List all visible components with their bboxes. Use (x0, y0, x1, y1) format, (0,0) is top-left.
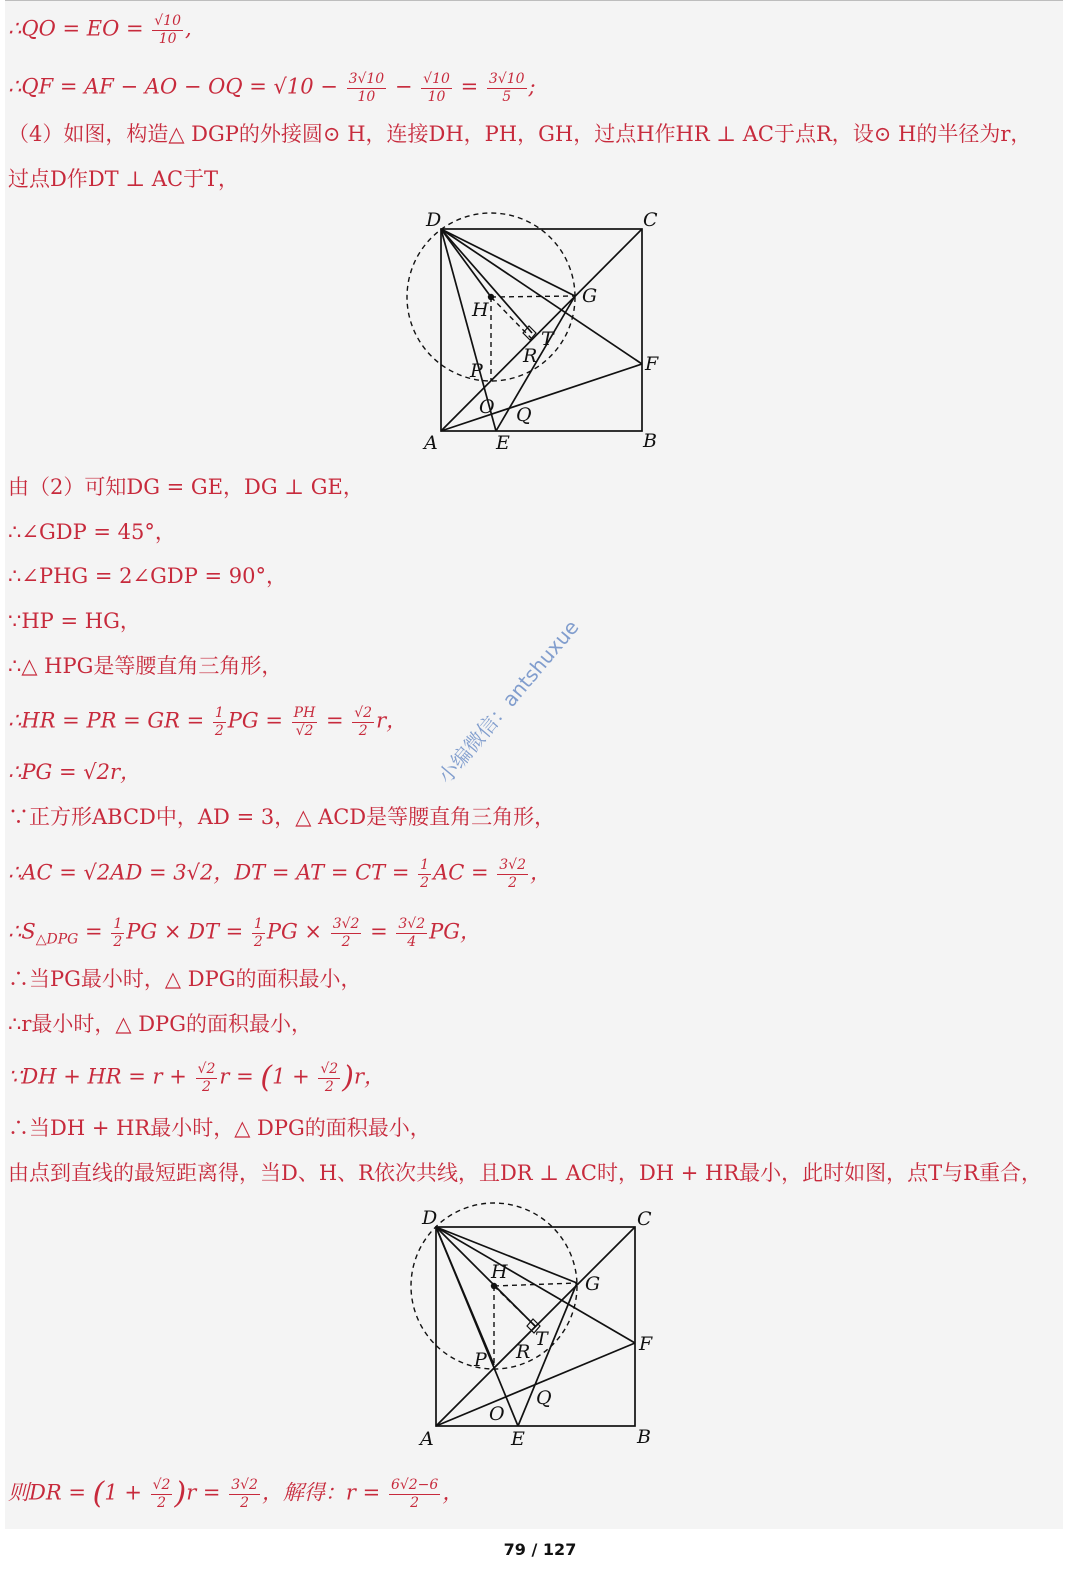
solution-line-13 (8, 858, 551, 890)
text-fragment: 则DR = (8, 1480, 93, 1505)
text-fragment: DH + HR = r + (21, 1064, 194, 1089)
denominator: 2 (157, 1494, 167, 1511)
denominator: 10 (158, 30, 177, 47)
label-g: G (582, 285, 598, 307)
label-p: P (474, 1349, 487, 1371)
text-fragment: ，解得：r = (261, 1480, 387, 1505)
page-number: 79 / 127 (503, 1540, 577, 1559)
fraction (318, 1062, 340, 1094)
denominator: 2 (324, 1078, 334, 1095)
subscript: △DPG (35, 931, 79, 948)
solution-line-18: ∴当DH + HR最小时，△ DPG的面积最小， (8, 1116, 431, 1140)
denominator: 4 (407, 933, 417, 950)
denominator: 2 (214, 722, 224, 739)
solution-line-10 (8, 706, 407, 738)
text-fragment: ; (528, 74, 536, 99)
segment-dh (441, 229, 491, 297)
label-f: F (645, 353, 659, 375)
label-r: R (523, 345, 538, 367)
numerator: √2 (354, 705, 373, 721)
denominator: 2 (358, 722, 368, 739)
numerator: 3√10 (348, 71, 385, 87)
text-fragment: AC = √2AD = 3√2，DT = AT = CT = (21, 860, 417, 885)
label-t: T (535, 1328, 548, 1350)
denominator: 2 (201, 1078, 211, 1095)
numerator: 6√2−6 (390, 1477, 439, 1493)
label-o: O (489, 1403, 505, 1425)
fraction (229, 1478, 260, 1510)
label-c: C (637, 1208, 652, 1230)
fraction (497, 858, 528, 890)
label-p: P (470, 360, 483, 382)
denominator: 2 (420, 874, 430, 891)
text-fragment: S (21, 919, 36, 944)
text-fragment: ， (442, 1480, 464, 1505)
denominator: √2 (295, 722, 314, 739)
therefore-symbol: ∴ (8, 708, 22, 733)
geometry-figure-2 (400, 1202, 680, 1454)
text-fragment: ( (260, 1060, 273, 1096)
fraction (347, 72, 387, 104)
denominator: 2 (240, 1494, 250, 1511)
text-fragment: ) (174, 1476, 187, 1512)
text-fragment: r， (376, 708, 408, 733)
text-fragment: HR = PR = GR = (21, 708, 211, 733)
label-g: G (585, 1273, 601, 1295)
text-fragment: ) (342, 1060, 354, 1096)
text-fragment: ， (530, 860, 551, 885)
denominator: 2 (508, 874, 518, 891)
label-q: Q (516, 404, 532, 426)
numerator: √2 (320, 1061, 339, 1077)
fraction (389, 1478, 440, 1510)
because-symbol: ∵ (8, 1064, 22, 1089)
fraction (213, 706, 226, 738)
label-d: D (422, 1207, 438, 1229)
text-fragment: r， (353, 1064, 385, 1089)
therefore-symbol: ∴ (8, 74, 22, 99)
segment-hr (491, 297, 531, 338)
numerator: √2 (152, 1477, 171, 1493)
fraction (252, 917, 265, 949)
label-h: H (472, 299, 489, 321)
solution-line-2 (8, 72, 536, 104)
solution-line-9: ∴△ HPG是等腰直角三角形， (8, 654, 283, 678)
text-fragment: PG × DT = (126, 919, 250, 944)
fraction (352, 706, 374, 738)
numerator: 3√2 (398, 916, 426, 932)
numerator: 3√10 (488, 71, 525, 87)
numerator: 1 (214, 705, 224, 721)
solution-line-16: ∴r最小时，△ DPG的面积最小， (8, 1012, 312, 1036)
label-a: A (424, 432, 438, 454)
segment-hg (491, 296, 575, 297)
solution-line-12: ∵正方形ABCD中，AD = 3，△ ACD是等腰直角三角形， (8, 805, 556, 829)
label-o: O (479, 396, 495, 418)
center-point-h (488, 294, 494, 300)
fraction (421, 72, 452, 104)
watermark: 小编微信：antshuxue (433, 615, 584, 788)
fraction (331, 917, 362, 949)
label-h: H (491, 1261, 508, 1283)
fraction (151, 1478, 173, 1510)
solution-line-15: ∴当PG最小时，△ DPG的面积最小， (8, 967, 362, 991)
solution-line-17 (8, 1062, 385, 1094)
fraction (196, 1062, 218, 1094)
denominator: 10 (357, 88, 376, 105)
text-fragment: AC = (433, 860, 496, 885)
label-b: B (637, 1426, 651, 1448)
text-fragment: = (363, 919, 395, 944)
fraction (396, 917, 427, 949)
label-b: B (643, 430, 657, 452)
segment-dg (441, 229, 575, 296)
numerator: 1 (253, 916, 263, 932)
denominator: 2 (410, 1494, 420, 1511)
center-point-h (491, 1283, 497, 1289)
numerator: 3√2 (231, 1477, 258, 1493)
label-e: E (496, 432, 510, 454)
label-r: R (516, 1341, 531, 1363)
text-fragment: QF = AF − AO − OQ = √10 − (21, 74, 345, 99)
text-fragment: = (78, 919, 110, 944)
denominator: 10 (427, 88, 446, 105)
text-fragment: PG， (429, 919, 482, 944)
numerator: PH (293, 705, 316, 721)
label-e: E (511, 1428, 525, 1450)
solution-line-20 (8, 1478, 463, 1510)
solution-line-19: 由点到直线的最短距离得，当D、H、R依次共线，且DR ⊥ AC时，DH + HR最小，此时如图，点T与R重合， (8, 1161, 1042, 1185)
numerator: 1 (113, 916, 123, 932)
fraction (487, 72, 527, 104)
label-a: A (420, 1428, 434, 1450)
denominator: 2 (253, 933, 263, 950)
solution-line-5: 由（2）可知DG = GE，DG ⊥ GE， (8, 475, 364, 499)
denominator: 2 (341, 933, 351, 950)
label-t: T (541, 328, 554, 350)
solution-line-14 (8, 917, 481, 949)
therefore-symbol: ∴ (8, 860, 22, 885)
text-fragment: ( (92, 1476, 105, 1512)
solution-line-4: 过点D作DT ⊥ AC于T， (8, 167, 240, 191)
therefore-symbol: ∴ (8, 919, 22, 944)
fraction (292, 706, 318, 738)
fraction (152, 14, 183, 46)
label-c: C (643, 209, 658, 231)
label-d: D (426, 209, 442, 231)
geometry-figure-1 (400, 205, 680, 460)
numerator: 3√2 (332, 916, 360, 932)
text-fragment: , (185, 16, 192, 41)
text-fragment: r = (219, 1064, 261, 1089)
solution-line-8: ∵HP = HG， (8, 609, 141, 633)
text-fragment: PG × (266, 919, 329, 944)
solution-line-11: ∴PG = √2r， (8, 760, 141, 784)
text-fragment: = (453, 74, 485, 99)
therefore-symbol: ∴ (8, 16, 22, 41)
fraction (111, 917, 124, 949)
solution-line-7: ∴∠PHG = 2∠GDP = 90°， (8, 564, 287, 588)
numerator: √10 (423, 71, 450, 87)
text-fragment: = (319, 708, 351, 733)
numerator: √10 (154, 13, 181, 29)
solution-line-3: （4）如图，构造△ DGP的外接圆⊙ H，连接DH，PH，GH，过点H作HR ⊥ AC于点R，设⊙ H的半径为r， (8, 122, 1032, 146)
text-fragment: QO = EO = (21, 16, 151, 41)
solution-line-1 (8, 14, 192, 46)
label-q: Q (536, 1387, 552, 1409)
text-fragment: PG = (227, 708, 290, 733)
numerator: 3√2 (499, 857, 526, 873)
numerator: √2 (197, 1061, 216, 1077)
denominator: 5 (502, 88, 512, 105)
text-fragment: 1 + (272, 1064, 317, 1089)
text-fragment: − (388, 74, 420, 99)
text-fragment: 1 + (104, 1480, 149, 1505)
fraction (418, 858, 431, 890)
denominator: 2 (113, 933, 123, 950)
numerator: 1 (420, 857, 430, 873)
solution-line-6: ∴∠GDP = 45°， (8, 520, 176, 544)
label-f: F (639, 1333, 653, 1355)
text-fragment: r = (186, 1480, 228, 1505)
segment-dp (436, 1227, 494, 1365)
